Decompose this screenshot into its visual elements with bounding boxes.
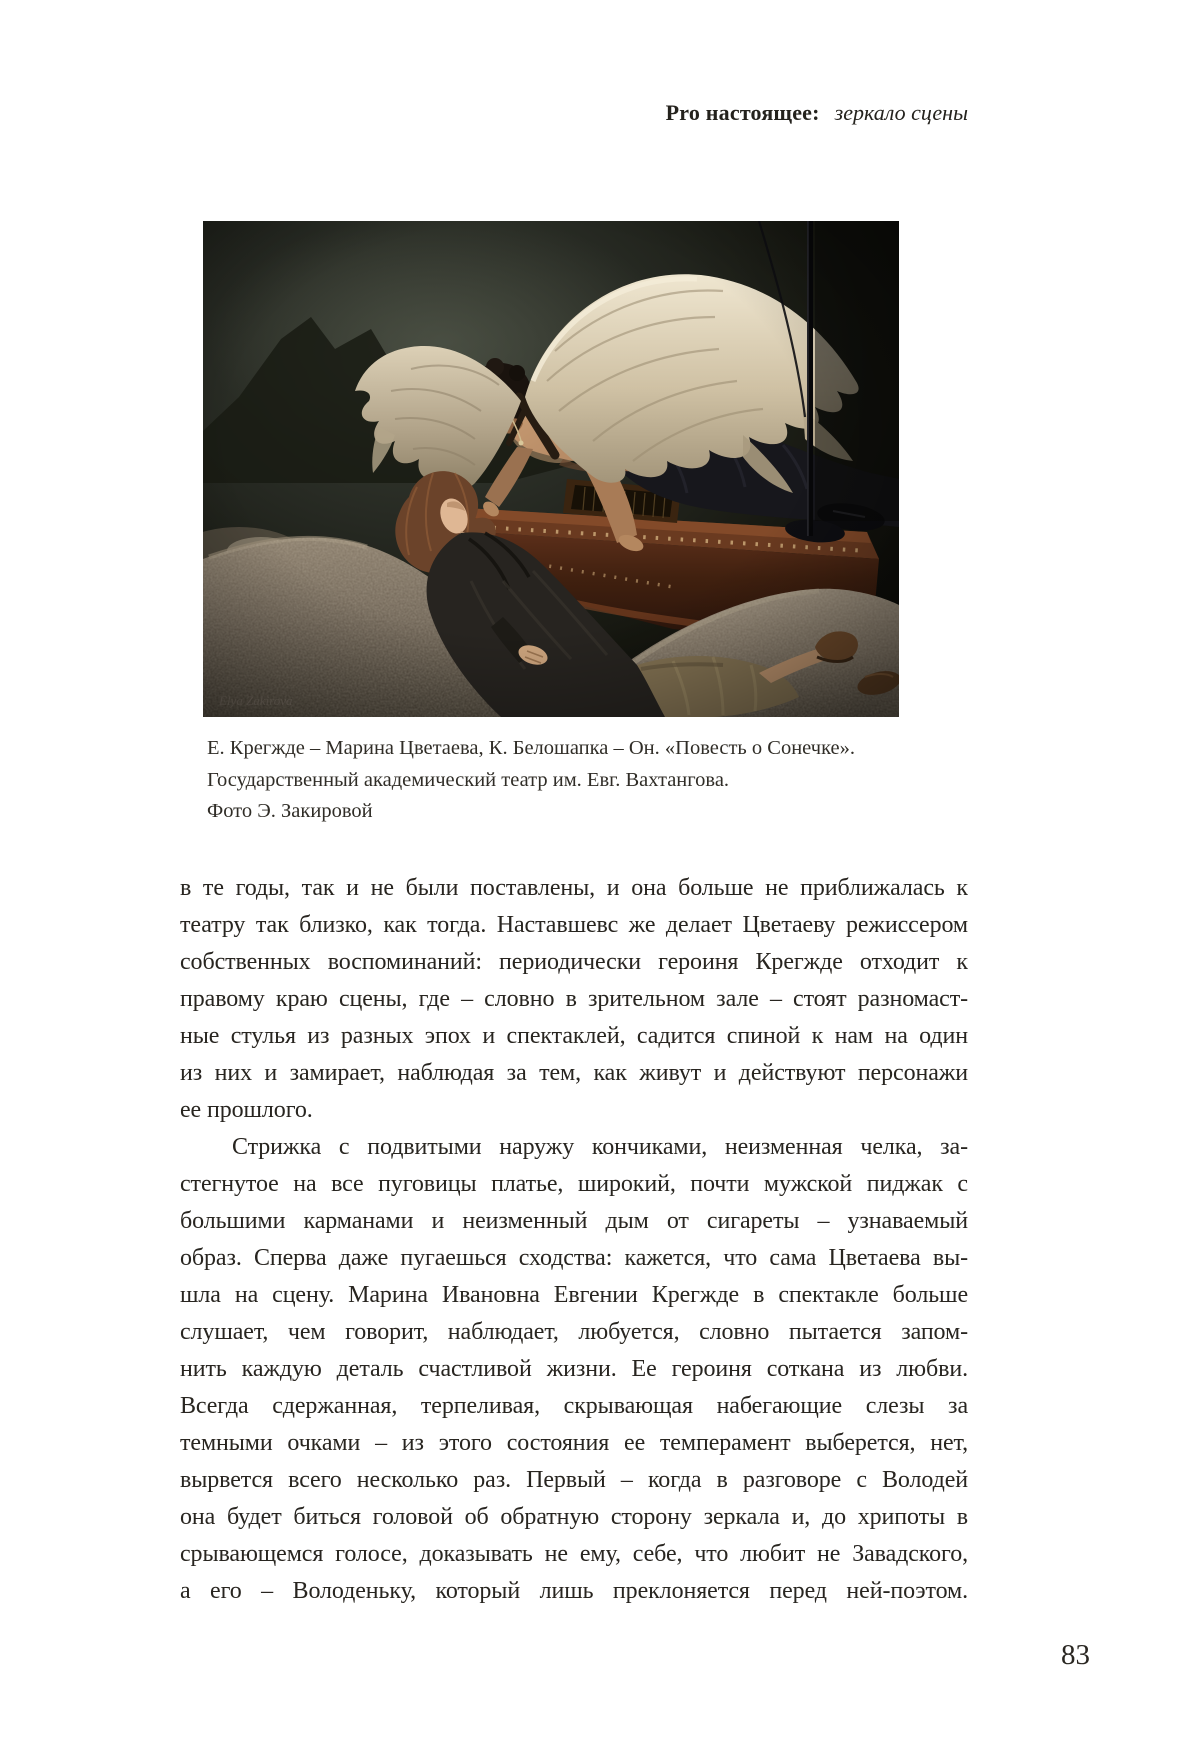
- body-text-line: вырвется всего несколько раз. Первый – когда в разговоре с Володей: [180, 1467, 968, 1493]
- body-text-line: в те годы, так и не были поставлены, и она больше не приближалась к: [180, 875, 968, 901]
- body-text-line: правому краю сцены, где – словно в зрительном зале – стоят разномаст-: [180, 986, 968, 1012]
- caption-line: Фото Э. Закировой: [207, 800, 373, 822]
- body-text-line: слушает, чем говорит, наблюдает, любуется, словно пытается запом-: [180, 1319, 968, 1345]
- body-text-line: из них и замирает, наблюдая за тем, как живут и действуют персонажи: [180, 1060, 968, 1086]
- body-text-line: собственных воспоминаний: периодически героиня Крегжде отходит к: [180, 949, 968, 975]
- body-text-line: ные стулья из разных эпох и спектаклей, садится спиной к нам на один: [180, 1023, 968, 1049]
- body-text-line: темными очками – из этого состояния ее темперамент выберется, нет,: [180, 1430, 968, 1456]
- photo-image: [203, 221, 899, 717]
- body-text-line: большими карманами и неизменный дым от сигареты – узнаваемый: [180, 1208, 968, 1234]
- body-text-line: нить каждую деталь счастливой жизни. Ее героиня соткана из любви.: [180, 1356, 968, 1382]
- body-text-line: шла на сцену. Марина Ивановна Евгении Крегжде в спектакле больше: [180, 1282, 968, 1308]
- body-text-line: она будет биться головой об обратную сторону зеркала и, до хрипоты в: [180, 1504, 968, 1530]
- body-text-line: образ. Сперва даже пугаешься сходства: кажется, что сама Цветаева вы-: [180, 1245, 968, 1271]
- body-text-line: ее прошлого.: [180, 1097, 313, 1123]
- body-text: [180, 870, 968, 1610]
- body-text-line: Всегда сдержанная, терпеливая, скрывающая набегающие слезы за: [180, 1393, 968, 1419]
- body-text-line: срывающемся голосе, доказывать не ему, себе, что любит не Завадского,: [180, 1541, 968, 1567]
- body-text-line: Стрижка с подвитыми наружу кончиками, неизменная челка, за-: [232, 1134, 968, 1160]
- body-text-line: стегнутое на все пуговицы платье, широкий, почти мужской пиджак с: [180, 1171, 968, 1197]
- running-header: [180, 99, 968, 127]
- page-number: 83: [1061, 1639, 1090, 1671]
- production-photo: [203, 221, 899, 717]
- body-text-line: а его – Володеньку, который лишь преклоняется перед ней-поэтом.: [180, 1578, 968, 1604]
- caption-line: Е. Крегжде – Марина Цветаева, К. Белошапка – Он. «Повесть о Сонечке».: [207, 737, 855, 759]
- photo-vignette: [203, 221, 899, 717]
- header-section-title: Pro настоящее:: [665, 100, 820, 125]
- caption-line: Государственный академический театр им. Евг. Вахтангова.: [207, 768, 730, 791]
- photo-caption: [207, 733, 907, 828]
- body-text-line: театру так близко, как тогда. Наставшевс же делает Цветаеву режиссером: [180, 912, 968, 938]
- header-subsection-title: зеркало сцены: [834, 100, 968, 125]
